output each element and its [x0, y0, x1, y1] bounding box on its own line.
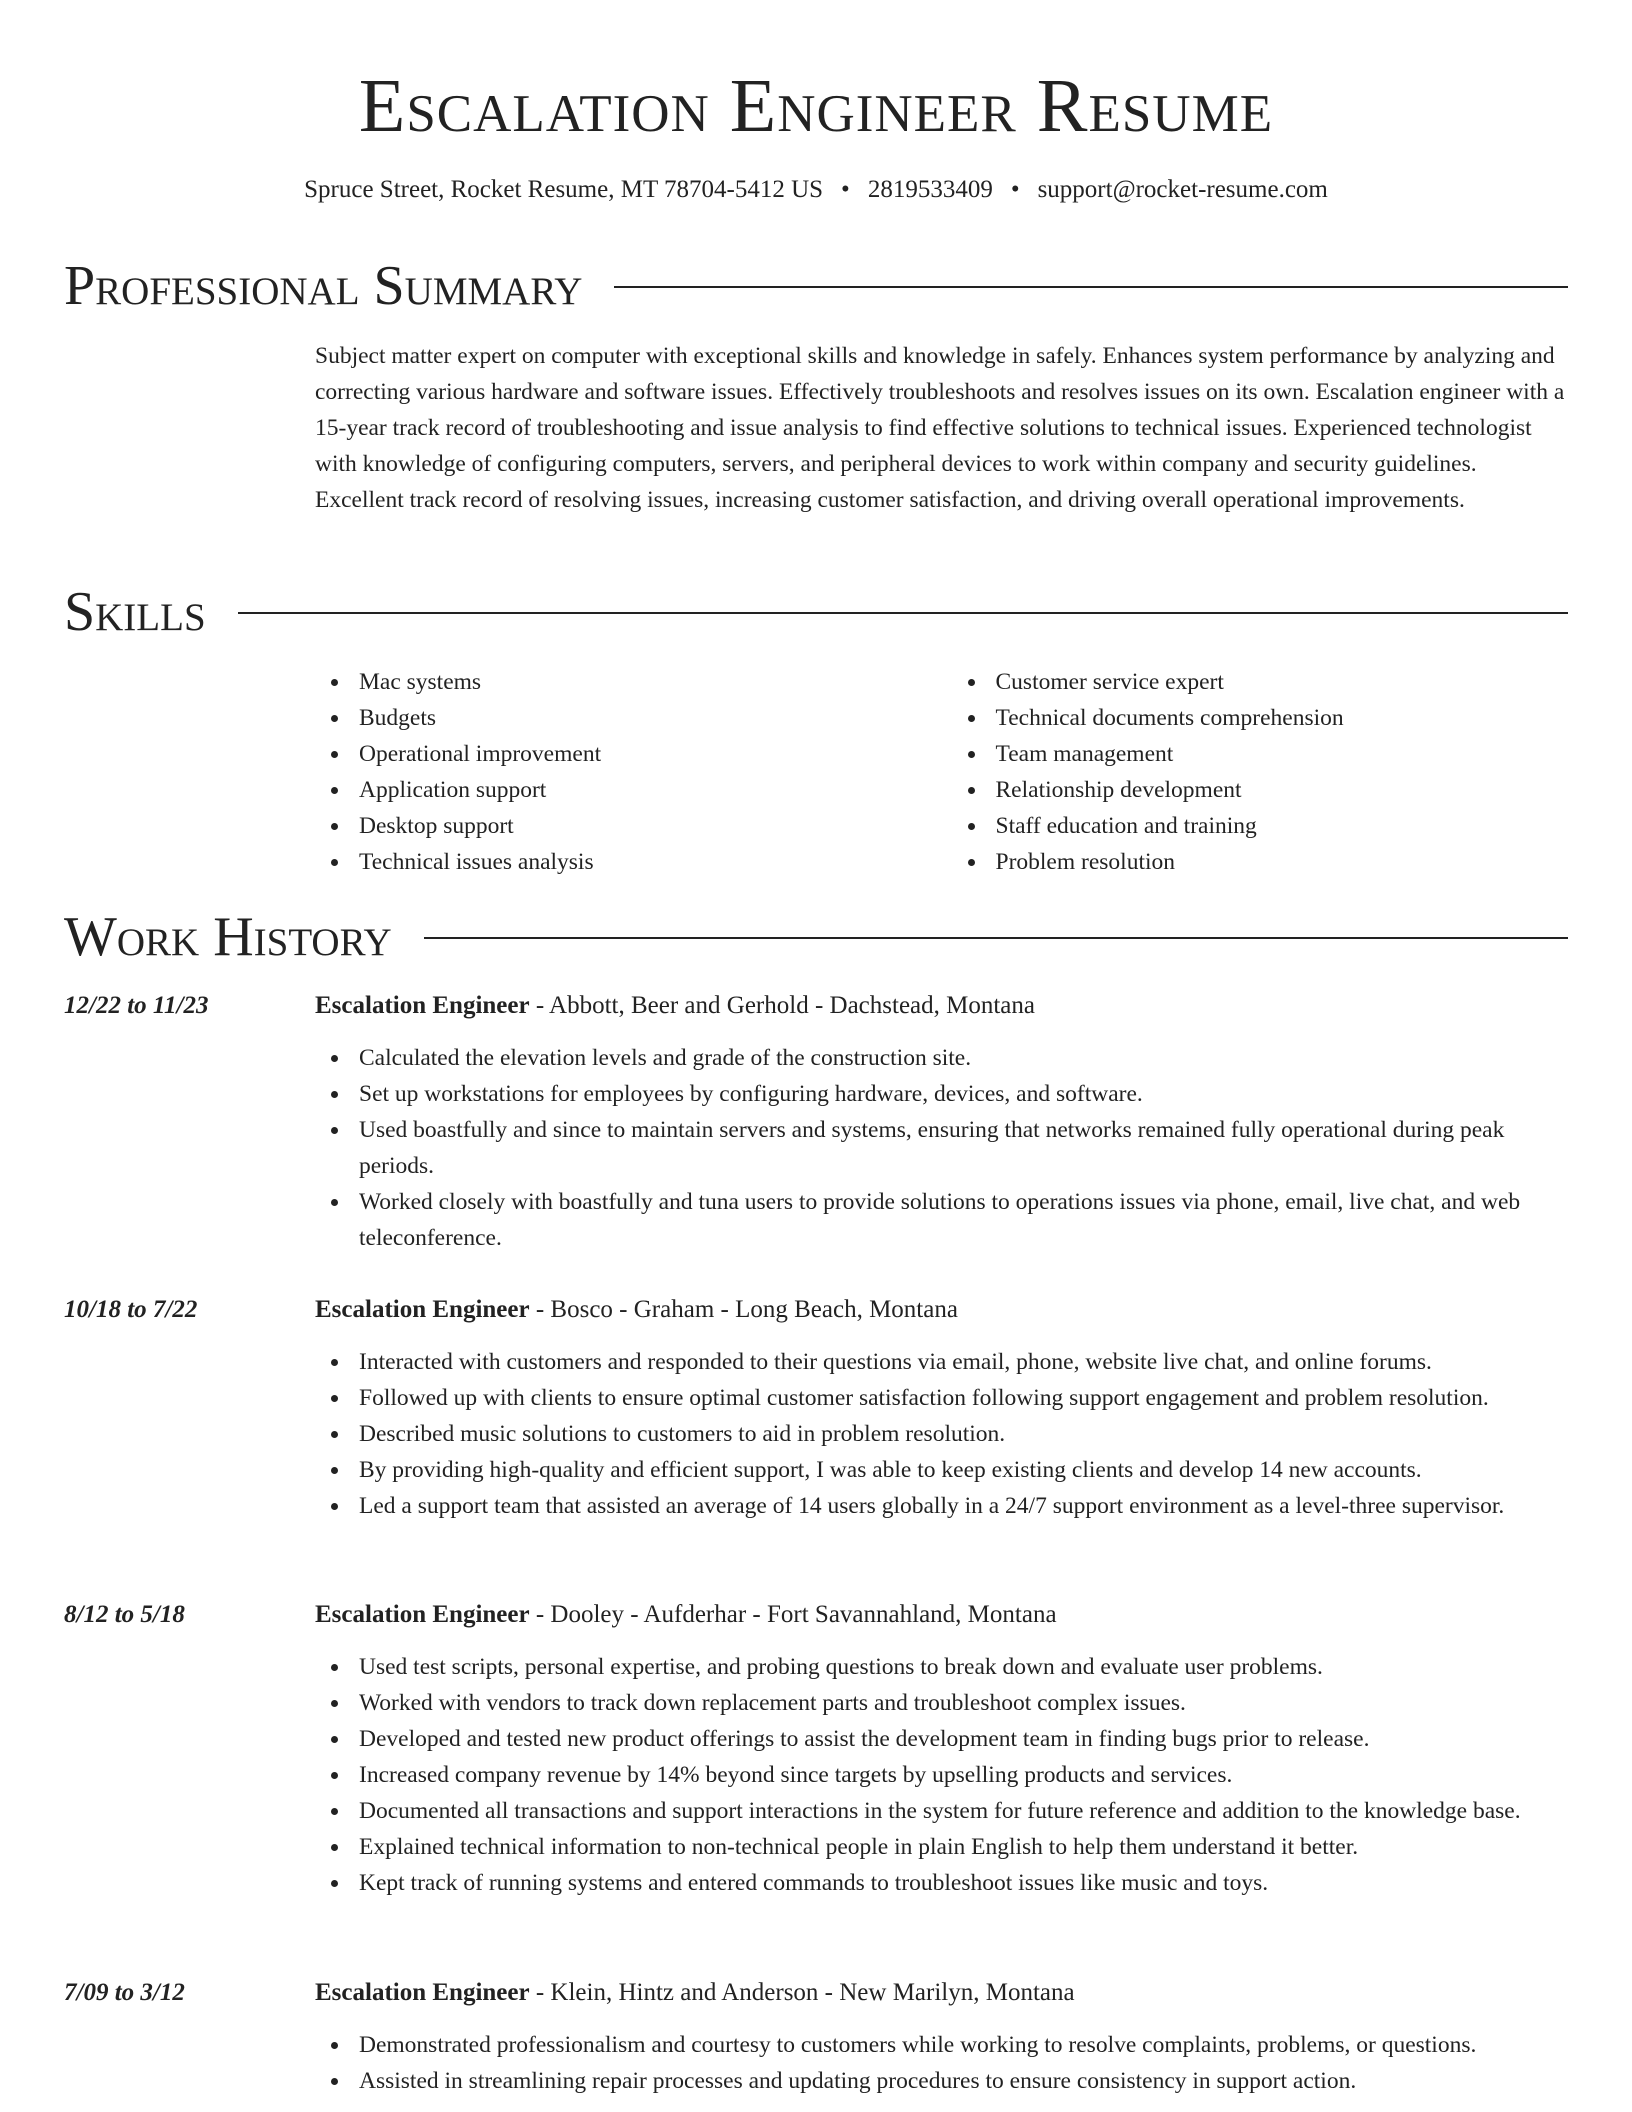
summary-text: Subject matter expert on computer with exceptional skills and knowledge in safely. Enhances system performance by analyzing and correcting various hardware and software issues. Effectively troubleshoots and resolves issues on its own. Escalation engineer with a 15-year track record of troubleshooting and issue analysis to find effective solutions to technical issues. Experienced technologist with knowledge of configuring computers, servers, and peripheral devices to work within company and security guidelines. Excellent track record of resolving issues, increasing customer satisfaction, and driving overall operational improvements. — [315, 343, 1565, 513]
job-bullet: Worked with vendors to track down replacement parts and troubleshoot complex issues. — [359, 1685, 1568, 1721]
job-bullet: Assisted in streamlining repair processes and updating procedures to ensure consistency in support action. — [359, 2063, 1568, 2099]
skill-item: Technical documents comprehension — [996, 700, 1569, 736]
section-title-summary: Professional Summary — [64, 255, 583, 317]
skills-column-right — [932, 664, 1569, 880]
job-bullet: Kept track of running systems and entered commands to troubleshoot issues like music and toys. — [359, 1865, 1568, 1901]
skill-item: Mac systems — [359, 664, 932, 700]
skill-item: Relationship development — [996, 772, 1569, 808]
job-bullet: Documented all transactions and support interactions in the system for future reference and addition to the knowledge base. — [359, 1793, 1568, 1829]
address: Spruce Street, Rocket Resume, MT 78704-5412 US — [304, 176, 824, 203]
job-role: Escalation Engineer — [315, 1601, 530, 1628]
job-title-line — [315, 988, 1035, 1024]
skill-item: Technical issues analysis — [359, 844, 932, 880]
job-bullet: Interacted with customers and responded to their questions via email, phone, website live chat, and online forums. — [359, 1344, 1568, 1380]
job-bullet: Demonstrated professionalism and courtesy to customers while working to resolve complaints, problems, or questions. — [359, 2027, 1568, 2063]
skill-item: Operational improvement — [359, 736, 932, 772]
job-title-line — [315, 1292, 958, 1328]
job-bullet: Worked closely with boastfully and tuna users to provide solutions to operations issues via phone, email, live chat, and web teleconference. — [359, 1184, 1568, 1256]
job-employer: - Klein, Hintz and Anderson - New Marilyn, Montana — [529, 1979, 1075, 2006]
section-header-skills — [64, 580, 1568, 644]
job-role: Escalation Engineer — [315, 992, 530, 1019]
contact-line — [0, 172, 1632, 208]
job-bullet: Followed up with clients to ensure optimal customer satisfaction following support engagement and problem resolution. — [359, 1380, 1568, 1416]
skills-list — [315, 664, 1568, 880]
skills-column-left — [315, 664, 932, 880]
skill-item: Desktop support — [359, 808, 932, 844]
job-dates: 8/12 to 5/18 — [64, 1601, 185, 1628]
job-bullet: By providing high-quality and efficient support, I was able to keep existing clients and develop 14 new accounts. — [359, 1452, 1568, 1488]
job-employer: - Bosco - Graham - Long Beach, Montana — [529, 1296, 958, 1323]
job-role: Escalation Engineer — [315, 1979, 530, 2006]
email: support@rocket-resume.com — [1037, 176, 1328, 203]
section-rule — [424, 937, 1568, 939]
job-bullet: Used boastfully and since to maintain servers and systems, ensuring that networks remained fully operational during peak periods. — [359, 1112, 1568, 1184]
skill-item: Application support — [359, 772, 932, 808]
job-bullet: Described music solutions to customers to aid in problem resolution. — [359, 1416, 1568, 1452]
phone: 2819533409 — [867, 176, 993, 203]
section-title-work-history: Work History — [64, 906, 392, 968]
contact-separator: • — [841, 176, 850, 203]
job-bullet: Set up workstations for employees by configuring hardware, devices, and software. — [359, 1076, 1568, 1112]
job-bullet: Used test scripts, personal expertise, and probing questions to break down and evaluate user problems. — [359, 1649, 1568, 1685]
section-header-work-history — [64, 905, 1568, 969]
skill-item: Staff education and training — [996, 808, 1569, 844]
skill-item: Problem resolution — [996, 844, 1569, 880]
section-title-skills: Skills — [64, 581, 206, 643]
job-bullets — [315, 2027, 1568, 2099]
job-bullet: Led a support team that assisted an average of 14 users globally in a 24/7 support environment as a level-three supervisor. — [359, 1488, 1568, 1524]
section-rule — [238, 612, 1568, 614]
job-bullet: Increased company revenue by 14% beyond since targets by upselling products and services. — [359, 1757, 1568, 1793]
job-dates: 7/09 to 3/12 — [64, 1979, 185, 2006]
job-title-line — [315, 1597, 1057, 1633]
job-bullets — [315, 1040, 1568, 1256]
resume-title: Escalation Engineer Resume — [358, 64, 1274, 148]
skill-item: Customer service expert — [996, 664, 1569, 700]
job-employer: - Dooley - Aufderhar - Fort Savannahland, Montana — [529, 1601, 1057, 1628]
skill-item: Team management — [996, 736, 1569, 772]
job-title-line — [315, 1975, 1075, 2011]
job-bullets — [315, 1344, 1568, 1524]
job-role: Escalation Engineer — [315, 1296, 530, 1323]
job-bullet: Explained technical information to non-technical people in plain English to help them understand it better. — [359, 1829, 1568, 1865]
job-bullet: Developed and tested new product offerings to assist the development team in finding bugs prior to release. — [359, 1721, 1568, 1757]
job-dates: 12/22 to 11/23 — [64, 992, 209, 1019]
job-dates: 10/18 to 7/22 — [64, 1296, 198, 1323]
contact-separator: • — [1010, 176, 1020, 203]
job-bullets — [315, 1649, 1568, 1901]
section-rule — [614, 286, 1568, 288]
section-header-summary — [64, 254, 1568, 318]
job-employer: - Abbott, Beer and Gerhold - Dachstead, Montana — [529, 992, 1036, 1019]
skill-item: Budgets — [359, 700, 932, 736]
job-bullet: Calculated the elevation levels and grade of the construction site. — [359, 1040, 1568, 1076]
